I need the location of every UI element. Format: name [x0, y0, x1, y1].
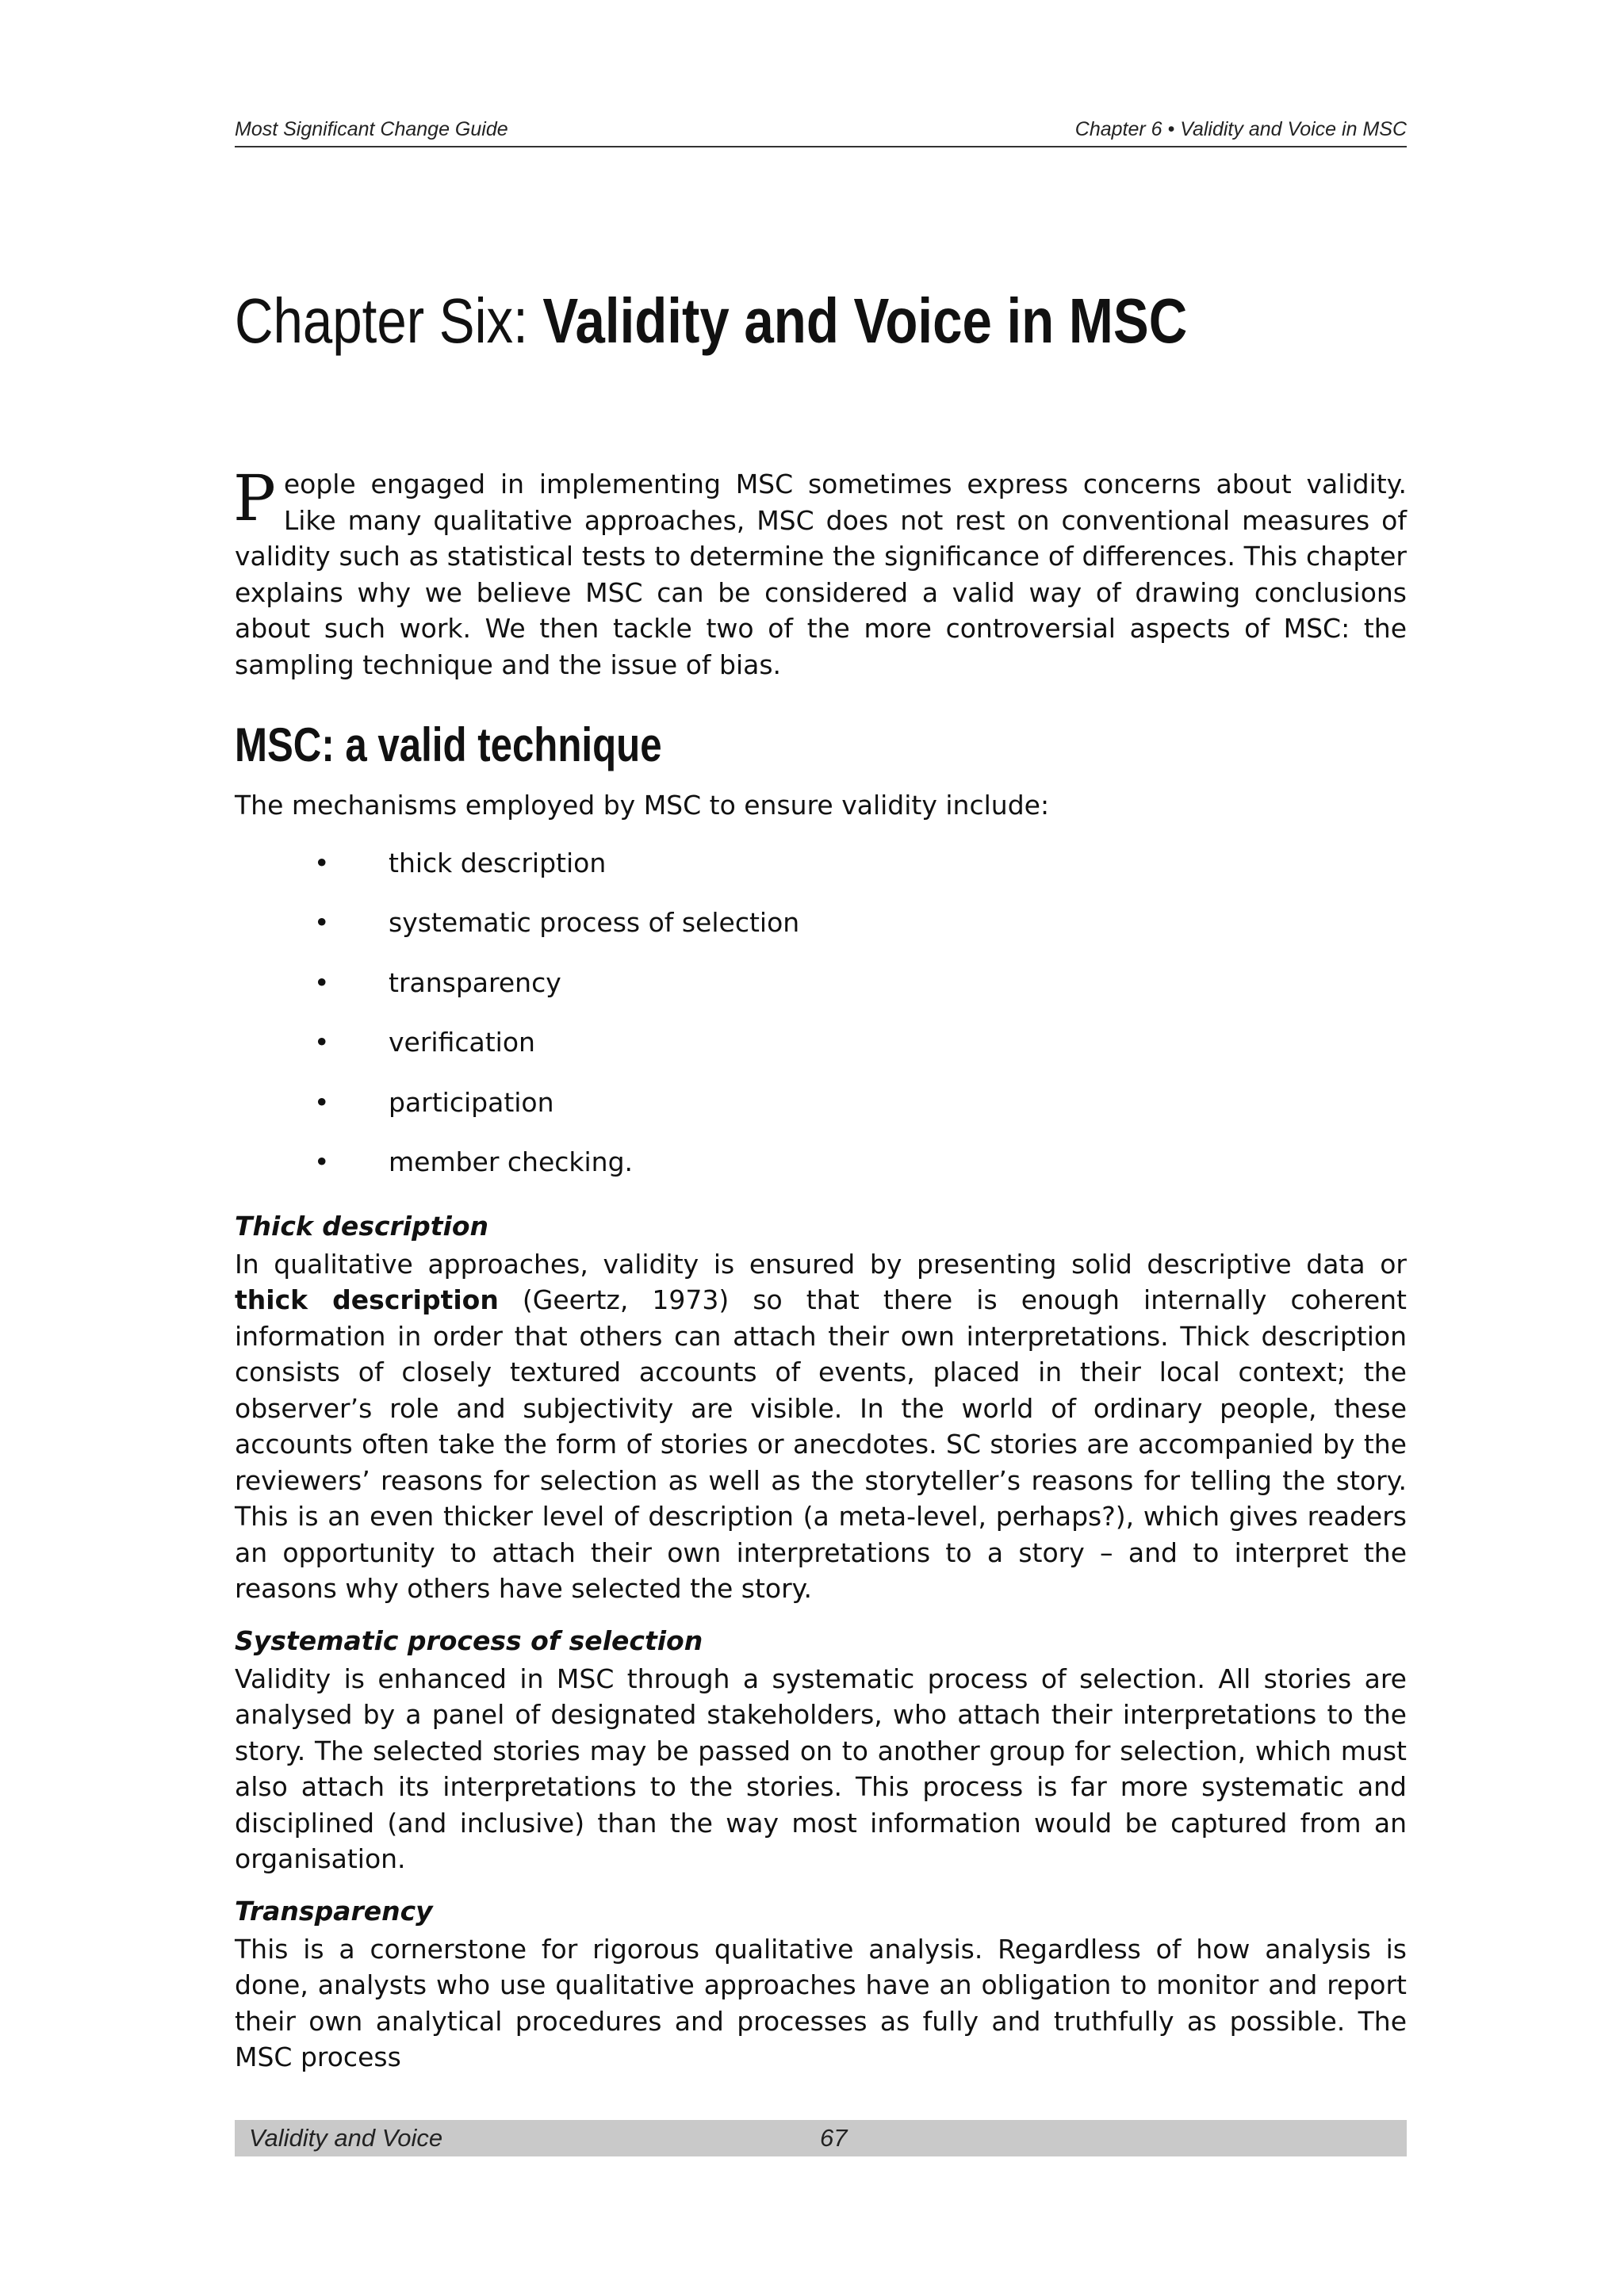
list-item-text: thick description	[389, 847, 607, 878]
subheading-systematic-selection: Systematic process of selection	[235, 1624, 703, 1656]
header-guide-title: Most Significant Change Guide	[235, 118, 508, 140]
list-item-text: participation	[389, 1086, 554, 1118]
transparency-paragraph: This is a cornerstone for rigorous qualitative analysis. Regardless of how analysis is done, analysts who use qualitative approaches have an obligation to monitor and report their own analytical procedures and processes as fully and truthfully as possible. The MSC process	[235, 1933, 1407, 2072]
chapter-name: Validity and Voice in MSC	[542, 285, 1188, 356]
list-item	[235, 953, 1407, 1013]
subheading-transparency: Transparency	[235, 1895, 433, 1927]
bullet-icon: •	[314, 1027, 330, 1058]
list-item-text: member checking.	[389, 1146, 634, 1177]
chapter-number: Chapter Six:	[235, 285, 543, 356]
bullet-icon: •	[314, 1086, 330, 1118]
header-chapter-title: Chapter 6 • Validity and Voice in MSC	[1074, 118, 1407, 140]
list-item	[235, 1012, 1407, 1073]
systematic-selection-paragraph: Validity is enhanced in MSC through a systematic process of selection. All stories are analysed by a panel of designated stakeholders, who attach their interpretations to the story. The selected stories may be passed on to another group for selection, which must also attach its interpretations to the stories. This process is far more systematic and disciplined (and inclusive) than the way most information would be captured from an organisation.	[235, 1663, 1407, 1874]
thick-description-paragraph	[235, 1246, 1407, 1607]
section-lead: The mechanisms employed by MSC to ensure validity include:	[235, 790, 1050, 821]
list-item	[235, 833, 1407, 894]
intro-paragraph	[233, 461, 1407, 683]
bullet-icon: •	[314, 847, 330, 878]
bullet-icon: •	[314, 966, 330, 998]
drop-cap: P	[233, 461, 276, 535]
list-item-text: verification	[389, 1027, 535, 1058]
running-header	[235, 116, 1407, 147]
list-item-text: transparency	[389, 966, 561, 998]
thick-term: thick description	[235, 1284, 499, 1315]
footer-section-title: Validity and Voice	[249, 2124, 443, 2152]
list-item	[235, 893, 1407, 953]
validity-mechanisms-list	[235, 833, 1407, 1192]
thick-text-pre: In qualitative approaches, validity is ensured by presenting solid descriptive data or	[235, 1248, 1407, 1280]
page-number: 67	[820, 2124, 848, 2152]
list-item-text: systematic process of selection	[389, 907, 800, 938]
list-item	[235, 1132, 1407, 1192]
running-footer	[235, 2120, 1407, 2156]
section-heading: MSC: a valid technique	[235, 718, 662, 771]
bullet-icon: •	[314, 907, 330, 938]
thick-text-post: (Geertz, 1973) so that there is enough internally coherent information in order that others can attach their own interpretations. Thick description consists of closely textured accounts of events, placed in their local context; the observer’s role and subjectivity are visible. In the world of ordinary people, these accounts often take the form of stories or anecdotes. SC stories are accompanied by the reviewers’ reasons for selection as well as the storyteller’s reasons for telling the story. This is an even thicker level of description (a meta-level, perhaps?), which gives readers an opportunity to attach their own interpretations to a story – and to interpret the reasons why others have selected the story.	[235, 1284, 1407, 1604]
subheading-thick-description: Thick description	[235, 1210, 488, 1242]
list-item	[235, 1073, 1407, 1133]
body-text	[233, 461, 1407, 2076]
intro-text: eople engaged in implementing MSC sometimes express concerns about validity. Like many qualitative approaches, MSC does not rest on conventional measures of validity such as statistical tests to determine the significance of differences. This chapter explains why we believe MSC can be considered a valid way of drawing conclusions about such work. We then tackle two of the more controversial aspects of MSC: the sampling technique and the issue of bias.	[235, 469, 1407, 680]
bullet-icon: •	[314, 1146, 330, 1177]
chapter-title	[235, 281, 1220, 361]
